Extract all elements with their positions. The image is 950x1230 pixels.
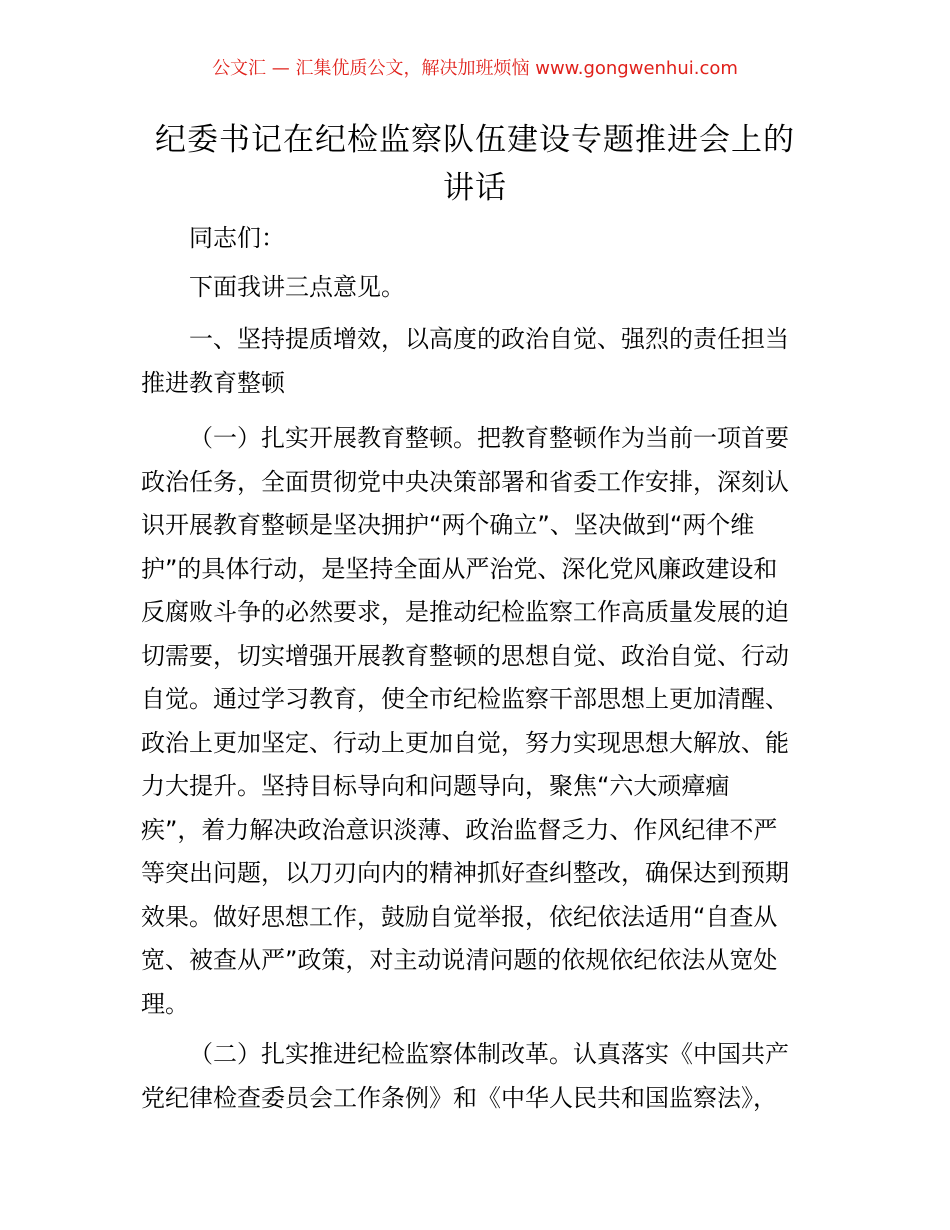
paragraph-line: （二）扎实推进纪检监察体制改革。认真落实《中国共产 — [189, 1040, 789, 1068]
paragraph-line: 护”的具体行动，是坚持全面从严治党、深化党风廉政建设和 — [141, 554, 778, 583]
title-line: 讲话 — [443, 170, 507, 206]
paragraph-line: 等突出问题，以刀刃向内的精神抓好查纠整改，确保达到预期 — [141, 859, 789, 887]
watermark-header: 公文汇 — 汇集优质公文，解决加班烦恼 www.gongwenhui.com — [212, 58, 738, 79]
paragraph-1 — [141, 417, 813, 1026]
paragraph-line: 宽、被查从严”政策，对主动说清问题的依规依纪依法从宽处 — [141, 946, 778, 974]
section-1-heading — [141, 318, 813, 405]
heading-line: 推进教育整顿 — [141, 368, 285, 397]
paragraph-line: 反腐败斗争的必然要求，是推动纪检监察工作高质量发展的迫 — [141, 598, 789, 626]
paragraph-line: 政治任务，全面贯彻党中央决策部署和省委工作安排，深刻认 — [141, 467, 789, 496]
paragraph-line: 党纪律检查委员会工作条例》和《中华人民共和国监察法》， — [141, 1083, 777, 1112]
paragraph-line: 识开展教育整顿是坚决拥护“两个确立”、坚决做到“两个维 — [141, 511, 755, 539]
paragraph-line: 自觉。通过学习教育，使全市纪检监察干部思想上更加清醒、 — [141, 685, 789, 713]
paragraph-line: 疾”，着力解决政治意识淡薄、政治监督乏力、作风纪律不严 — [141, 815, 778, 844]
intro-paragraph — [141, 266, 813, 310]
intro-text: 下面我讲三点意见。 — [189, 273, 405, 301]
paragraph-line: 力大提升。坚持目标导向和问题导向，聚焦“六大顽瘴痼 — [141, 772, 730, 800]
salutation — [141, 217, 813, 261]
paragraph-line: （一）扎实开展教育整顿。把教育整顿作为当前一项首要 — [189, 424, 789, 452]
title-line: 纪委书记在纪检监察队伍建设专题推进会上的 — [155, 122, 795, 158]
document-title — [130, 116, 820, 212]
paragraph-line: 政治上更加坚定、行动上更加自觉，努力实现思想大解放、能 — [141, 728, 789, 757]
paragraph-2 — [141, 1033, 813, 1120]
paragraph-line: 理。 — [141, 989, 189, 1018]
paragraph-line: 切需要，切实增强开展教育整顿的思想自觉、政治自觉、行动 — [141, 641, 789, 670]
heading-line: 一、坚持提质增效，以高度的政治自觉、强烈的责任担当 — [189, 325, 789, 353]
salutation-text: 同志们： — [189, 224, 285, 252]
paragraph-line: 效果。做好思想工作，鼓励自觉举报，依纪依法适用“自查从 — [141, 902, 778, 931]
